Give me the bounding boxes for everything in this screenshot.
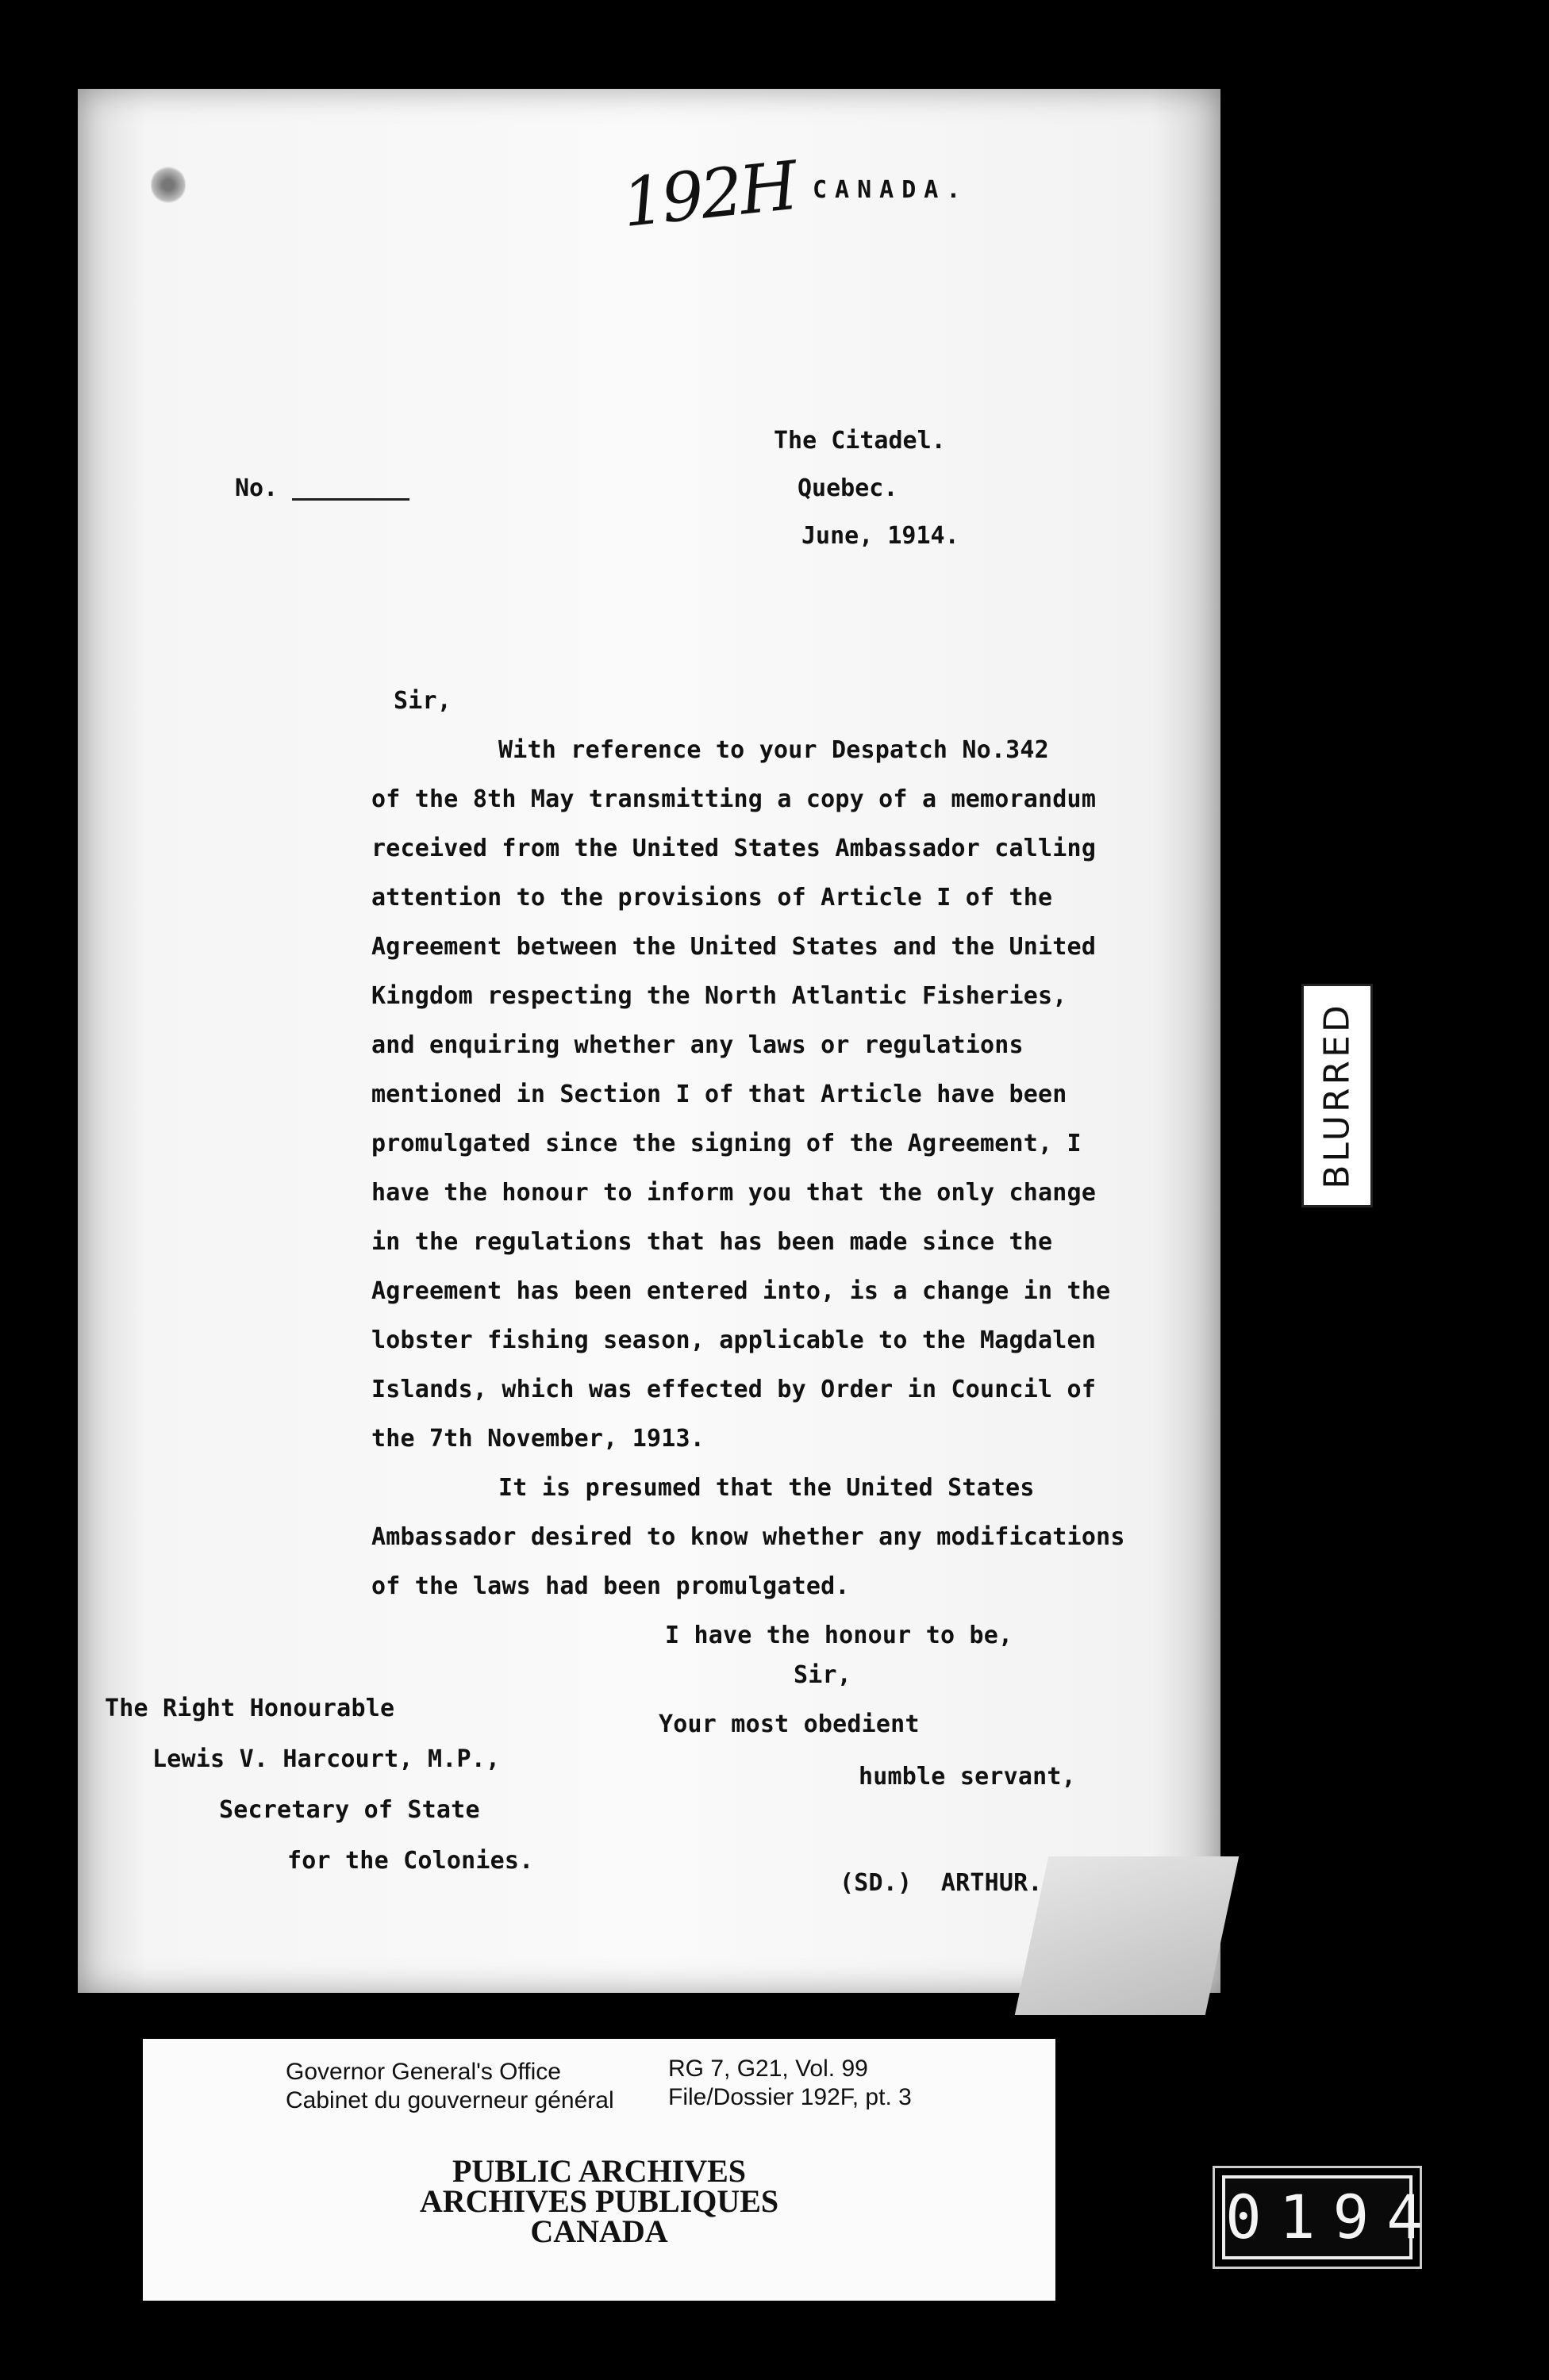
addressee-line: for the Colonies. [287, 1847, 534, 1875]
body-line: lobster fishing season, applicable to the Magdalen [371, 1326, 1097, 1354]
body-line: Islands, which was effected by Order in Council of [371, 1376, 1097, 1403]
card-record-group: RG 7, G21, Vol. 99 [668, 2056, 868, 2082]
frame-counter: 0194 [1222, 2175, 1413, 2259]
despatch-number-label: No. [235, 474, 279, 502]
addressee-line: The Right Honourable [105, 1695, 395, 1722]
body-line: of the laws had been promulgated. [371, 1572, 850, 1600]
body-line: received from the United States Ambassador calling [371, 835, 1097, 862]
card-file-dossier: File/Dossier 192F, pt. 3 [668, 2084, 912, 2110]
despatch-number-line [292, 498, 409, 501]
page-curl [1015, 1856, 1240, 2015]
body-line: With reference to your Despatch No.342 [498, 736, 1049, 764]
card-office-en: Governor General's Office [286, 2059, 561, 2085]
body-line: It is presumed that the United States [498, 1474, 1035, 1502]
card-title-en: PUBLIC ARCHIVES [452, 2153, 747, 2189]
body-line: promulgated since the signing of the Agreement, I [371, 1130, 1082, 1157]
address-date: June, 1914. [801, 522, 959, 550]
closing-line: Sir, [794, 1661, 852, 1689]
addressee-line: Secretary of State [219, 1796, 480, 1824]
body-line: have the honour to inform you that the only change [371, 1179, 1097, 1207]
margin-stamp [1301, 984, 1373, 1207]
margin-stamp-text: BLURRED [1316, 1002, 1358, 1189]
handwritten-file-number: 192H [618, 146, 799, 243]
body-line: and enquiring whether any laws or regulations [371, 1031, 1024, 1059]
body-line: of the 8th May transmitting a copy of a memorandum [371, 785, 1097, 813]
addressee-line: Lewis V. Harcourt, M.P., [152, 1745, 501, 1773]
body-line: Kingdom respecting the North Atlantic Fisheries, [371, 982, 1067, 1010]
body-line: attention to the provisions of Article I of the [371, 884, 1053, 912]
body-line: Agreement between the United States and the United [371, 933, 1097, 961]
card-title-country: CANADA [530, 2213, 668, 2249]
card-archive-title [143, 2153, 1055, 2249]
card-title-fr: ARCHIVES PUBLIQUES [419, 2183, 779, 2219]
card-office [286, 2058, 614, 2115]
body-line: mentioned in Section I of that Article have been [371, 1081, 1067, 1108]
punch-hole-icon [151, 165, 186, 205]
closing-line: humble servant, [859, 1763, 1076, 1791]
card-office-fr: Cabinet du gouverneur général [286, 2087, 614, 2113]
card-reference [668, 2055, 912, 2112]
body-line: Agreement has been entered into, is a change in the [371, 1277, 1111, 1305]
body-line: the 7th November, 1913. [371, 1425, 705, 1453]
salutation: Sir, [394, 687, 452, 715]
address-line-2: Quebec. [798, 474, 898, 502]
signature: (SD.) ARTHUR. [840, 1869, 1043, 1897]
body-line: in the regulations that has been made since the [371, 1228, 1053, 1256]
closing-line: Your most obedient [659, 1710, 920, 1738]
letterhead-country: CANADA. [813, 176, 969, 204]
address-line-1: The Citadel. [774, 427, 946, 455]
archive-reference-card [143, 2039, 1055, 2301]
body-line: Ambassador desired to know whether any modifications [371, 1523, 1125, 1551]
closing-line: I have the honour to be, [665, 1622, 1013, 1649]
